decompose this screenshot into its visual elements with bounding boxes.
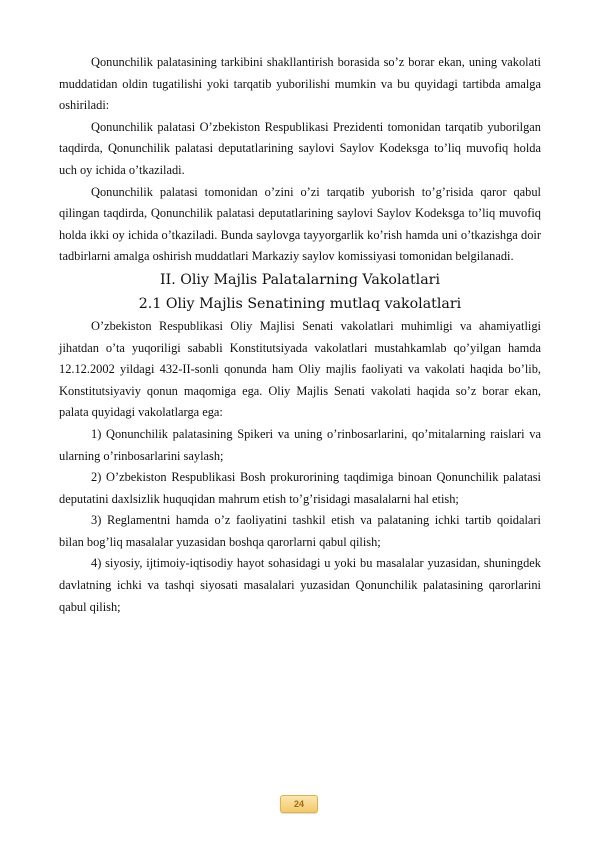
list-item: 1) Qonunchilik palatasining Spikeri va uning o’rinbosarlarini, qo’mitalarning raislari va ularning o’rinbosarlarini saylash; bbox=[59, 426, 541, 463]
document-page bbox=[59, 52, 541, 618]
paragraph: Qonunchilik palatasi tomonidan o’zini o’zi tarqatib yuborish to’g’risida qaror qabul qilingan taqdirda, Qonunchilik palatasi deputatlarining saylovi Saylov Kodeksga to’liq muvofiq holda ikki oy ichida o’tkaziladi. Bunda saylovga tayyorgarlik ko’rish hamda uni o’tkazishga doir tadbirlarni amalga oshirish muddatlari Markaziy saylov komissiyasi tomonidan belgilanadi. bbox=[59, 184, 541, 264]
page-number: 24 bbox=[293, 799, 304, 809]
subsection-heading: 2.1 Oliy Majlis Senatining mutlaq vakolatlari bbox=[138, 295, 462, 312]
paragraph: Qonunchilik palatasining tarkibini shakllantirish borasida so’z borar ekan, uning vakolati muddatidan oldin tugatilishi yoki tarqatib yuborilishi mumkin va bu quyidagi tartibda amalga oshiriladi: bbox=[59, 55, 541, 113]
paragraph: Qonunchilik palatasi O’zbekiston Respublikasi Prezidenti tomonidan tarqatib yuborilgan taqdirda, Qonunchilik palatasi deputatlarining saylovi Saylov Kodeksga to’liq muvofiq holda uch oy ichida o’tkaziladi. bbox=[59, 119, 541, 177]
page-number-badge bbox=[280, 795, 318, 813]
list-item: 2) O’zbekiston Respublikasi Bosh prokurorining taqdimiga binoan Qonunchilik palatasi deputatini daxlsizlik huquqidan mahrum etish to’g’risidagi masalalarni hal etish; bbox=[59, 470, 541, 506]
section-heading: II. Oliy Majlis Palatalarning Vakolatlari bbox=[160, 271, 440, 288]
paragraph: O’zbekiston Respublikasi Oliy Majlisi Senati vakolatlari muhimligi va ahamiyatligi jihatdan o’ta yuqoriligi sababli Konstitutsiyada vakolatlari mustahkamlab qo’yilgan hamda 12.12.2002 yildagi 432-II-sonli qonunda ham Oliy majlis faoliyati va vakolati haqida bo’lib, Konstitutsiyaviy qonun maqomiga ega. Oliy Majlis Senati vakolati haqida so’z borar ekan, palata quyidagi vakolatlarga ega: bbox=[59, 318, 541, 420]
list-item: 4) siyosiy, ijtimoiy-iqtisodiy hayot sohasidagi u yoki bu masalalar yuzasidan, shuningdek davlatning ichki va tashqi siyosati masalalari yuzasidan Qonunchilik palatasining qarorlarini qabul qilish; bbox=[59, 556, 541, 614]
list-item: 3) Reglamentni hamda o’z faoliyatini tashkil etish va palataning ichki tartib qoidalari bilan bog’liq masalalar yuzasidan boshqa qarorlarni qabul qilish; bbox=[59, 513, 541, 549]
